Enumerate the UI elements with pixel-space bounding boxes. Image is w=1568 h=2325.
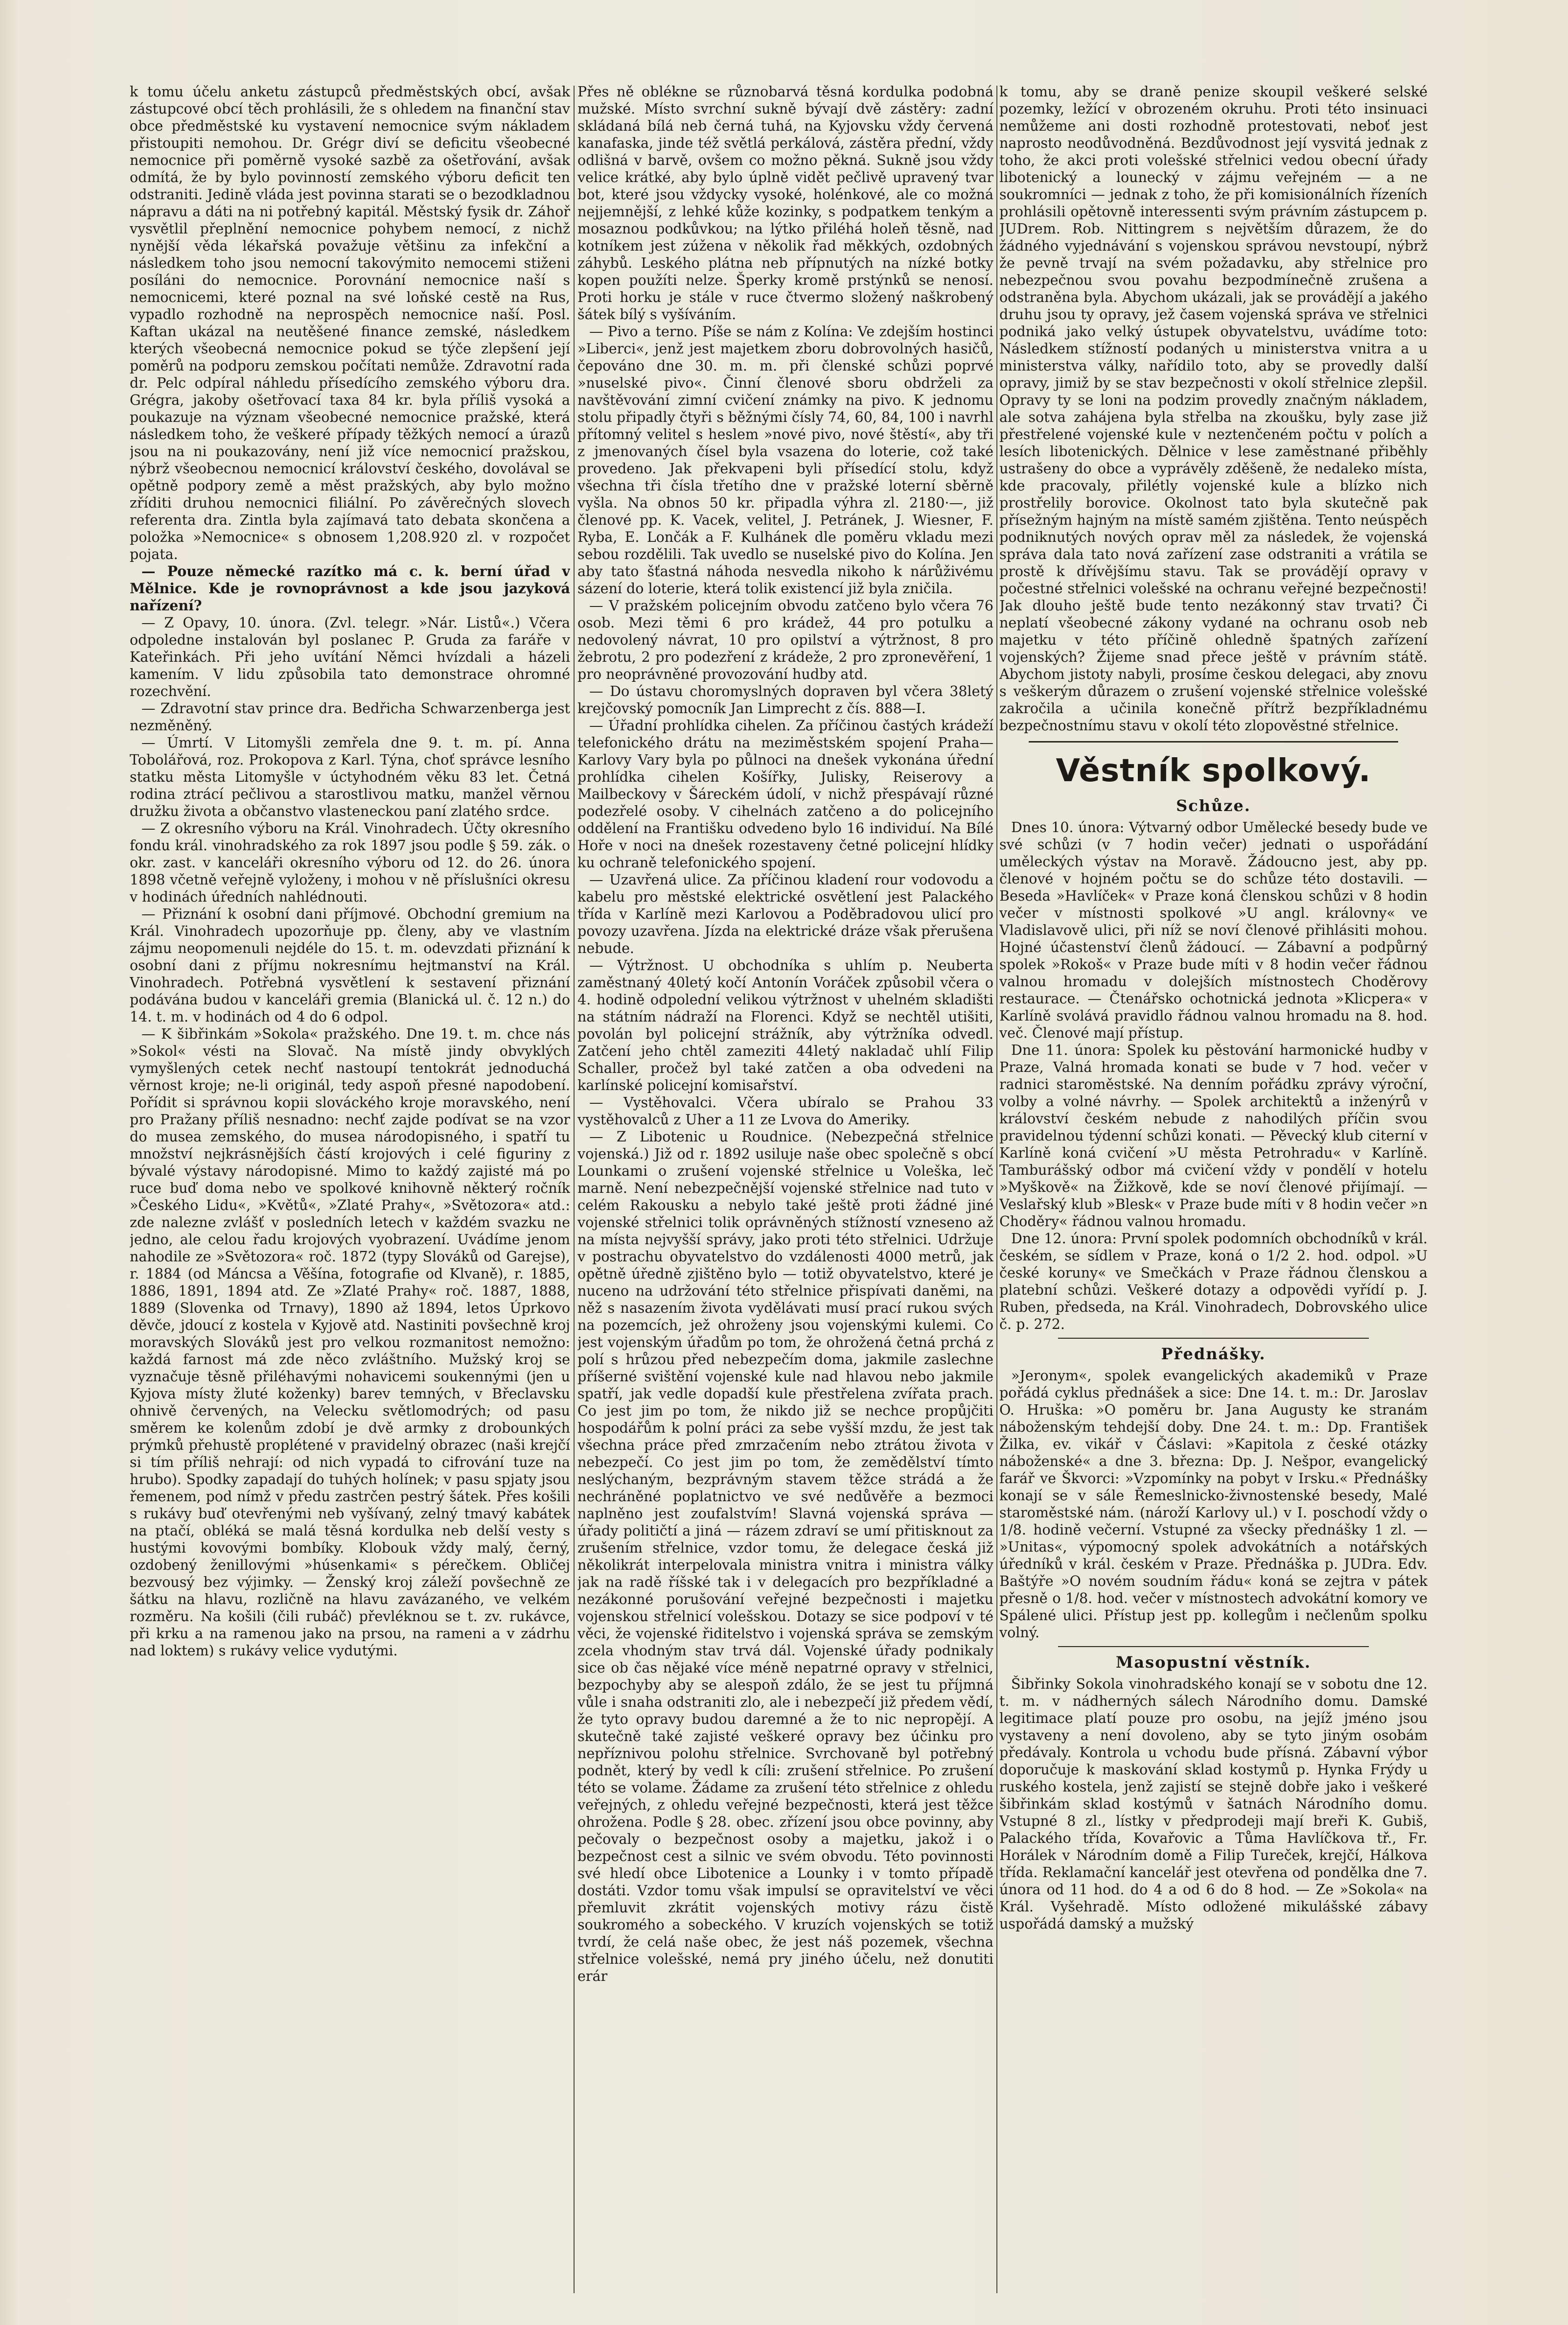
section-heading: Schůze. [1176, 796, 1251, 815]
column-2 [577, 83, 993, 2296]
article-paragraph: — K šibřinkám »Sokola« pražského. Dne 19. t. m. chce nás »Sokol« vésti na Slovač. Na místě jindy obvyklých vymyšlených cetek nechť nastoupí tentokrát jednoduchá věrnost kroje; ne-li originál, tedy aspoň přesné napodobení. Pořídit si správnou kopii slováckého kroje moravského, není pro Pražany příliš nesnadno: nechť zajde podívat se na vzor do musea zemského, do musea národopisného, i spatří tu množství nejkrásnějších částí krojových i celé figuriny z bývalé výstavy národopisné. Mimo to každý zajisté má po ruce buď doma nebo ve spolkové knihovně některý ročník »Českého Lidu«, »Květů«, »Zlaté Prahy«, »Světozora« atd.: zde nalezne zvlášť v posledních letech v každém svazku ne jedno, ale celou řadu krojových vyobrazení. Uvádíme jenom nahodile ze »Světozora« roč. 1872 (typy Slováků od Garejse), r. 1884 (od Máncsa a Věšína, fotografie od Klvaně), r. 1885, 1886, 1891, 1894 atd. Ze »Zlaté Prahy« roč. 1887, 1888, 1889 (Slovenka od Trnavy), 1890 až 1894, letos Úprkovo děvče, jdoucí z kostela v Kyjově atd. Nastiniti povšechně kroj moravských Slováků jest pro velkou rozmanitost nemožno: každá farnost má zde něco zvláštního. Mužský kroj se vyznačuje těsně přiléhavými nohavicemi soukennými (jen u Kyjova místy žluté koženky) barev temných, v Břeclavsku ohnivě červených, na Velecku světlomodrých; od pasu směrem ke kolenům zdobí je dvě armky z drobounkých prýmků přehustě proplétené v pravidelný obrazec (naši krejčí si tím příliš nehrají: od nich vypadá to cifrování tuze na hrubo). Spodky zapadají do tuhých holínek; v pasu spjaty jsou řemenem, pod nímž v předu zastrčen pestrý šátek. Přes košili s rukávy buď otevřenými neb vyšívaný, zelný tmavý kabátek na ptačí, obléká se malá těsná kordulka neb delší vesty s hustými kovovými bombíky. Klobouk vždy malý, černý, ozdobený ženillovými »húsenkami« s pérečkem. Obličej bezvousý bez výjimky. — Ženský kroj záleží povšechně ze šátku na hlavu, rozličně na hlavu zavázaného, ve velkém rozměru. Na košili (čili rubáč) převléknou se t. zv. rukávce, při krku a na ramenou jako na prsou, na rameni a v zádrhu nad loktem) s rukávy velice vydutými. [130, 1026, 570, 1659]
column-rule [996, 86, 997, 2293]
section-heading: Přednášky. [1161, 1345, 1266, 1363]
article-paragraph: — Z Libotenic u Roudnice. (Nebezpečná střelnice vojenská.) Již od r. 1892 usiluje naše obec společně s obcí Lounkami o zrušení vojenské střelnice u Voleška, leč marně. Není nebezpečnější vojenské střelnice nad tuto v celém Rakousku a nebylo také ještě proti žádné jiné vojenské střelnici tolik oprávněných stížností vzneseno až na místa nejvyšší správy, jako proti této střelnici. Udržuje v postrachu obyvatelstvo do vzdálenosti 4000 metrů, jak opětně úředně zjištěno bylo — totiž obyvatelstvo, které je nuceno na udržování této střelnice přispívati daněmi, na něž s nasazením života vydělávati musí prací rukou svých na pozemcích, jež ohroženy jsou vojenskými kulemi. Co jest vojenským úřadům po tom, že ohrožená četná prchá z polí s hrůzou před nebezpečím doma, jakmile zaslechne příšerné svištění vojenské kule nad hlavou nebo jakmile spatří, jak vedle dopadší kule přestřelena zvířata prach. Co jest jim po tom, že nikdo již se nechce propůjčiti hospodářům k polní práci za sebe vyšší mzdu, že jest tak všechna práce před zmrzačením nebo ztrátou života v nebezpečí. Co jest jim po tom, že zemědělství tímto neslýchaným, bezprávným stavem těžce strádá a že nechráněné poplatnictvo ve své nedůvěře a bezmoci naplněno jest zoufalstvím! Slavná vojenská správa — úřady političtí a jiná — rázem zdraví se umí přitisknout za zrušením střelnice, vzdor tomu, že delegace česká již několikrát interpelovala ministra vnitra i ministra války jak na radě říšské tak i v delegacích pro bezpříkladné a nezákonné porušování veřejné bezpečnosti i majetku vojenskou střelnicí volešskou. Dotazy se sice podpoví v té věci, že vojenské řiditelstvo i vojenská správa se zemským zcela vhodným stav trvá dál. Vojenské úřady podnikaly sice ob čas nějaké více méně nepatrné opravy v střelnici, bezpochyby aby se alespoň zdálo, že se jest tu příjmná vůle i snaha odstraniti zlo, ale i nebezpečí již předem vědí, že tyto opravy budou daremné a že to nic nepropějí. A skutečně také zajisté veškeré opravy bez účinku pro nepříznivou polohu střelnice. Svrchovaně byl potřebný podnět, který by vedl k cíli: zrušení střelnice. Po zrušení této se volame. Žádame za zrušení této střelnice z ohledu veřejných, z ohledu veřejné bezpečnosti, která jest těžce ohrožena. Podle § 28. obec. zřízení jsou obce povinny, aby pečovaly o bezpečnost osoby a majetku, jakož i o bezpečnost cest a silnic ve svém obvodu. Této povinnosti své hledí obce Libotenice a Lounky i v tomto případě dostáti. Vzdor tomu však impulsí se opravitelství ve věci přemluvit zkrátit vojenských motivy rázu čistě soukromého a sobeckého. V kruzích vojenských se totiž tvrdí, že celá naše obec, že jest náš pozemek, všechna střelnice volešské, nemá pry jiného účelu, než donutiti erár [577, 1129, 993, 1984]
article-paragraph: — Vystěhovalci. Včera ubíralo se Prahou 33 vystěhovalců z Uher a 11 ze Lvova do Ameriky. [577, 1094, 993, 1128]
column-3-body [999, 83, 1428, 734]
section-paragraph: »Jeronym«, spolek evangelických akademiků v Praze pořádá cyklus přednášek a sice: Dne 14. t. m.: Dr. Jaroslav O. Hruška: »O poměru br. Jana Augusty ke stranám náboženským tehdejší doby. Dne 24. t. m.: Dp. František Žilka, ev. vikář v Čáslavi: »Kapitola z české otázky náboženské« a dne 3. března: Dp. J. Nešpor, evangelický farář ve Škvorci: »Vzpomínky na pobyt v Irsku.« Přednášky konají se v sále Řemeslnicko-živnostenské besedy, Malé staroměstské nám. (nároží Karlovy ul.) v I. poschodí vždy o 1/8. hodině večerní. Vstupné za všecky přednášky 1 zl. — »Unitas«, výpomocný spolek advokátních a notářských úředníků v král. českém v Praze. Přednáška p. JUDra. Edv. Baštýře »O novém soudním řádu« koná se zejtra v pátek přesně o 1/8. hod. večer v místnostech advokátní komory ve Spálené ulici. Přístup jest pp. kollegům i nečlenům spolku volný. [999, 1368, 1428, 1641]
article-paragraph: — Uzavřená ulice. Za příčinou kladení rour vodovodu a kabelu pro městské elektrické osvětlení jest Palackého třída v Karlíně mezi Karlovou a Poděbradovou ulicí pro povozy uzavřena. Jízda na elektrické dráze však přerušena nebude. [577, 872, 993, 956]
vestnik-sections [999, 794, 1428, 1932]
section-rule [1029, 741, 1398, 743]
article-paragraph: — Úřadní prohlídka cihelen. Za příčinou častých krádeží telefonického drátu na meziměstském spojení Praha—Karlovy Vary byla po půlnoci na dnešek vykonána úřední prohlídka cihelen Košířky, Julisky, Reiserovy a Mailbeckovy v Šáreckém údolí, v nichž přespávají různé podezřelé osoby. V cihelnách zatčeno a do policejního oddělení na Františku odvedeno bylo 16 individuí. Na Bílé Hoře v noci na dnešek rozestaveny četné policejní hlídky ku ochraně telefonického spojení. [577, 718, 993, 871]
article-paragraph: — Výtržnost. U obchodníka s uhlím p. Neuberta zaměstnaný 40letý kočí Antonín Voráček způsobil včera o 4. hodině odpolední velikou výtržnost v uhelném skladišti na státním nádraží na Florenci. Když se nechtěl utišiti, povolán byl policejní strážník, aby výtržníka odvedl. Zatčení jeho chtěl zameziti 44letý nakladač uhlí Filip Schaller, pročež byl také zatčen a oba odvedeni na karlínské policejní komisařství. [577, 957, 993, 1093]
vestnik-title: Věstník spolkový. [1056, 753, 1371, 789]
section-paragraph: Dne 11. února: Spolek ku pěstování harmonické hudby v Praze, Valná hromada konati se bude v 7 hod. večer v radnici staroměstské. Na denním pořádku zprávy výroční, volby a volné návrhy. — Spolek architektů a inženýrů v království českém nebude z nahodilých příčin svou pravidelnou týdenní schůzi konati. — Pěvecký klub citerní v Karlíně koná cvičení »U města Petrohradu« v Karlíně. Tamburášský odbor má cvičení vždy v pondělí v hotelu »Myškově« na Žižkově, kde se noví členové přijímají. — Veslařský klub »Blesk« v Praze bude míti v 8 hodin večer »n Choděry« řádnou valnou hromadu. [999, 1042, 1428, 1230]
article-paragraph: Přes ně oblékne se různobarvá těsná kordulka podobná mužské. Místo svrchní sukně bývají dvě zástěry: zadní skládaná bílá neb černá tuhá, na Kyjovsku vždy červená kanafaska, jinde též světlá perkálová, zástěra přední, vždy odlišná v barvě, ovšem co možno pěkná. Sukně jsou vždy velice krátké, aby bylo úplně vidět pečlivě upravený tvar bot, které jsou vždycky vysoké, holénkové, ale co možná nejjemnější, z lehké kůže kozinky, s podpatkem tenkým a mosaznou podkůvkou; na lýtko přiléhá holeň těsně, nad kotníkem jest zúžena v několik řad měkkých, ozdobných záhybů. Leského plátna neb přípnutých na nízké botky kopen použíti nelze. Šperky kromě prstýnků se nenosí. Proti horku je stále v ruce čtvermo složený naškrobený šátek bílý s vyšíváním. [577, 84, 993, 323]
article-paragraph: — Úmrtí. V Litomyšli zemřela dne 9. t. m. pí. Anna Tobolářová, roz. Prokopova z Karl. Týna, choť správce lesního statku města Litomyšle v úctyhodném věku 83 let. Četná rodina ztrácí pečlivou a starostlivou matku, manžel věrnou družku života a občanstvo vlasteneckou paní zlatého srdce. [130, 735, 570, 819]
article-paragraph: — Pouze německé razítko má c. k. berní úřad v Mělnice. Kde je rovnoprávnost a kde jsou jazyková nařízení? [130, 563, 570, 614]
article-paragraph: — Z okresního výboru na Král. Vinohradech. Účty okresního fondu král. vinohradského za rok 1897 jsou podle § 59. zák. o okr. zast. v kanceláři okresního výboru od 12. do 26. února 1898 včetně veřejně vyloženy, i mohou v ně příslušníci okresu v hodinách úředních nahlédnouti. [130, 820, 570, 905]
article-paragraph: — Pivo a terno. Píše se nám z Kolína: Ve zdejším hostinci »Liberci«, jenž jest majetkem zboru dobrovolných hasičů, čepováno dne 30. m. m. při členské schůzi poprvé »nuselské pivo«. Činní členové sboru obdrželi za navštěvování zimní cvičení známky na pivo. K jednomu stolu připadly čtyři s běžnými čísly 74, 60, 84, 100 i navrhl přítomný velitel s heslem »nové pivo, nové štěstí«, aby tři z jmenovaných čísel byla vsazena do loterie, což také provedeno. Jak překvapeni byli přísedící stolu, když všechna tři čísla třetího dne v pražské loterní sběrně vyšla. Na obnos 50 kr. připadla výhra zl. 2180·—, již členové pp. K. Vacek, velitel, J. Petránek, J. Wiesner, F. Ryba, E. Lončák a F. Kulhánek dle poměru vkladu mezi sebou rozdělili. Tak uvedlo se nuselské pivo do Kolína. Jen aby tato šťastná náhoda nesvedla nikoho k nárůživému sázení do loterie, která tolik existencí již byla zničila. [577, 324, 993, 597]
article-paragraph: — Z Opavy, 10. února. (Zvl. telegr. »Nár. Listů«.) Včera odpoledne instalován byl poslanec P. Gruda za faráře v Kateřinkách. Při jeho uvítání Němci hvízdali a házeli kamením. V lidu způsobila tato demonstrace ohromné rozechvění. [130, 615, 570, 699]
article-paragraph: — V pražském policejním obvodu zatčeno bylo včera 76 osob. Mezi těmi 6 pro krádež, 44 pro potulku a nedovolený návrat, 10 pro opilství a výtržnost, 8 pro žebrotu, 2 pro podezření z krádeže, 2 pro zpronevěření, 1 pro neoprávněné provozování hudby atd. [577, 598, 993, 682]
article-paragraph: — Do ústavu choromyslných dopraven byl včera 38letý krejčovský pomocník Jan Limprecht z čís. 888—I. [577, 683, 993, 717]
column-rule [574, 86, 575, 2293]
section-heading: Masopustní věstník. [1116, 1653, 1311, 1672]
section-paragraph: Dne 12. února: První spolek podomních obchodníků v král. českém, se sídlem v Praze, koná o 1/2 2. hod. odpol. »U české koruny« ve Smečkách v Praze řádnou členskou a platební schůzi. Veškeré dotazy a odpovědi vyřídí p. J. Ruben, předseda, na Král. Vinohradech, Dobrovského ulice č. p. 272. [999, 1231, 1428, 1332]
article-paragraph: — Zdravotní stav prince dra. Bedřicha Schwarzenberga jest nezměněný. [130, 700, 570, 734]
section-divider [1058, 1338, 1369, 1339]
article-paragraph: — Přiznání k osobní dani příjmové. Obchodní gremium na Král. Vinohradech upozorňuje pp. členy, aby ve vlastním zájmu neopomenuli nejdéle do 15. t. m. odevzdati přiznání k osobní dani z příjmu nokresnímu hejtmanství na Král. Vinohradech. Potřebná vysvětlení k sestavení přiznání podávána budou v kanceláři gremia (Blanická ul. č. 12 n.) do 14. t. m. v hodinách od 4 do 6 odpol. [130, 906, 570, 1025]
article-paragraph: k tomu účelu anketu zástupců předměstských obcí, avšak zástupcové obcí těch prohlásili, že s ohledem na finanční stav obce předměstské ku vystavení nemocnice svým nákladem přistoupiti nemohou. Dr. Grégr diví se deficitu všeobecné nemocnice při poměrně vysoké sazbě za ošetřování, avšak odmítá, že by bylo povinností zemského výboru deficit ten odstraniti. Jedině vláda jest povinna starati se o bezodkladnou nápravu a dáti na ni potřebný kapitál. Městský fysik dr. Záhoř vysvětlil přeplnění nemocnice pohybem nemocí, z nichž nynější věda lékařská považuje většinu za infekční a následkem toho jsou nemocní takovýmito nemocemi stiženi posíláni do nemocnice. Porovnání nemocnice naší s nemocnicemi, které poznal na své loňské cestě na Rus, vypadlo rozhodně na neprospěch nemocnice naší. Posl. Kaftan ukázal na neutěšené finance zemské, následkem kterých všeobecná nemocnice pokud se týče zlepšení její poměrů na podporu zemskou počítati nemůže. Zdravotní rada dr. Pelc odpíral náhledu přísedícího zemského výboru dra. Grégra, jakoby ošetřovací taxa 84 kr. byla příliš vysoká a poukazuje na význam všeobecné nemocnice pražské, která následkem toho, že veškeré případy těžkých nemocí a úrazů jsou na ni poukazovány, není již více nemocnicí pražskou, nýbrž všeobecnou nemocnicí království českého, dovolával se opětně podpory země a měst pražských, aby bylo možno zříditi druhou nemocnici filiální. Po závěrečných slovech referenta dra. Zintla byla zajímavá tato debata skončena a položka »Nemocnice« s obnosem 1,208.920 zl. v rozpočet pojata. [130, 84, 570, 562]
section-divider [1058, 1646, 1369, 1647]
section-paragraph: Dnes 10. února: Výtvarný odbor Umělecké besedy bude ve své schůzi (v 7 hodin večer) jednati o uspořádání uměleckých výstav na Moravě. Žádoucno jest, aby pp. členové v hojném počtu se do schůze této dostavili. — Beseda »Havlíček« v Praze koná členskou schůzi v 8 hodin večer v místnosti spolkové »U angl. královny« ve Vladislavově ulici, při níž se noví členové přihlásiti mohou. Hojné účastenství členů žádoucí. — Zábavní a podpůrný spolek »Rokoš« v Praze bude míti v 8 hodin večer řádnou valnou hromadu v dolejších místnostech Choděrovy restaurace. — Čtenářsko ochotnická jednota »Klicpera« v Karlíně svolává pravidlo řádnou valnou hromadu na 8. hod. več. Členové mají přístup. [999, 819, 1428, 1041]
article-paragraph: k tomu, aby se draně penize skoupil veškeré selské pozemky, ležící v obrozeném okruhu. Proti této insinuaci nemůžeme ani dosti rozhodně protestovati, neboť jest naprosto neodůvodněná. Bezdůvodnost její vysvitá jednak z toho, že akci proti volešské střelnici vedou obecní úřady libotenický a lounecký v zájmu veřejném — a ne soukromníci — jednak z toho, že při komisionálních řízeních prohlásili opětovně interessenti svým právním zástupcem p. JUDrem. Rob. Nittingrem s největším důrazem, že do žádného vyjednávání s vojenskou správou nevstoupí, nýbrž že pevně trvají na svém požadavku, aby střelnice pro nebezpečnou svou povahu bezpodmínečně zrušena a odstraněna byla. Abychom ukázali, jak se provádějí a jakého druhu jsou ty opravy, jež časem vojenská správa ve střelnici podniká jako velký ústupek obyvatelstvu, uvádíme toto: Následkem stížností podaných u ministerstva vnitra a u ministerstva války, nařídilo toto, aby se provedly další opravy, jimiž by se stav bezpečnosti v okolí střelnice zlepšil. Opravy ty se loni na podzim provedly značným nákladem, ale sotva zahájena byla střelba na zkoušku, byly zase již přestřelené vojenské kule v neztenčeném počtu v polích a lesích libotenických. Dělnice v lese zaměstnané přiběhly ustrašeny do obce a vyprávěly zděšeně, že nedaleko místa, kde pracovaly, přilétly vojenské kule a blízko nich prostřelily borovice. Okolnost tato byla skutečně pak přísežným hajným na místě samém zjištěna. Tento neúspěch podniknutých nových oprav měl za následek, že vojenská správa dala tato nová zařízení zase odstraniti a vrátila se prostě k dřívějšímu stavu. Tak se provádějí opravy v počestné střelnici volešské na ochranu veřejné bezpečnosti! Jak dlouho ještě bude tento nezákonný stav trvati? Či neplatí všeobecné zákony vydané na ochranu osob neb majetku v této příčině ohledně špatných zařízení vojenských? Žijeme snad přece ještě v právním státě. Abychom jistoty nabyli, prosíme českou delegaci, aby znovu s veškerým důrazem o zrušení vojenské střelnice volešské zakročila a učinila konečně přítrž bezpříkladnému bezpečnostnímu stavu v okolí této zlopověstné střelnice. [999, 84, 1428, 734]
column-1 [130, 83, 570, 2296]
column-3 [999, 83, 1428, 2296]
section-paragraph: Šibřinky Sokola vinohradského konají se v sobotu dne 12. t. m. v nádherných sálech Národního domu. Damské legitimace platí pouze pro osobu, na jejíž jméno jsou vystaveny a není dovoleno, aby se tyto jiným osobám předávaly. Kontrola u vchodu bude přísná. Zábavní výbor doporučuje k maskování sklad kostymů p. Hynka Frýdy u ruského kostela, jenž zajistí se stejně dobře jako i veškeré šibřinkám sklad kostýmů v šatnách Národního domu. Vstupné 8 zl., lístky v předprodeji mají breři K. Gubiš, Palackého třída, Kovařovic a Tůma Havlíčkova tř., Fr. Horálek v Národním domě a Filip Tureček, krejčí, Hálkova třída. Reklamační kancelář jest otevřena od pondělka dne 7. února od 11 hod. do 4 a od 6 do 8 hod. — Ze »Sokola« na Král. Vyšehradě. Místo odložené mikulášské zábavy uspořádá damský a mužský [999, 1676, 1428, 1932]
